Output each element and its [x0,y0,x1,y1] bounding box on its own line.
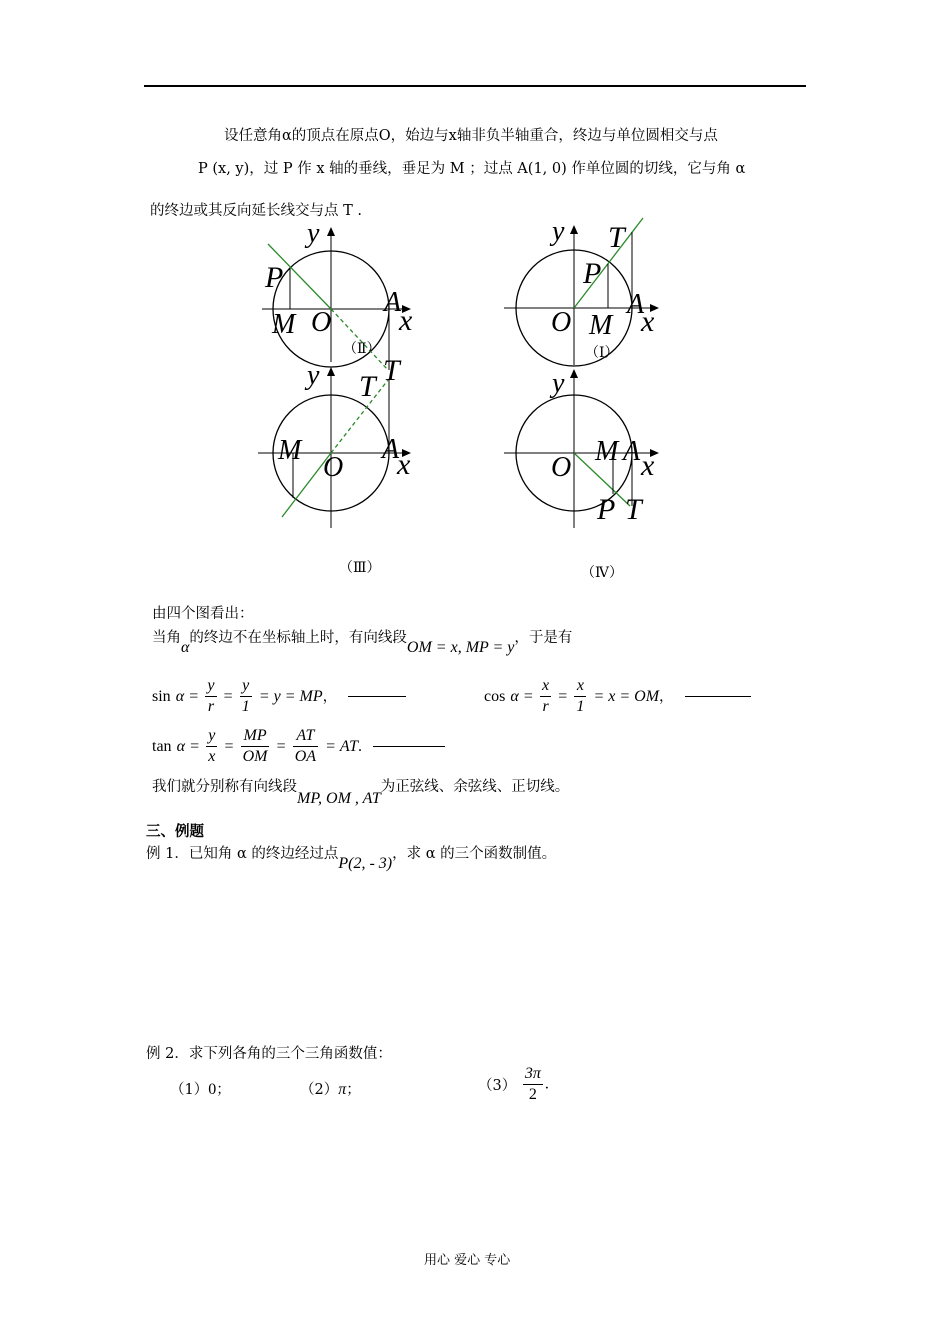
label-O: O [323,452,344,483]
tan-name: tan [152,738,172,755]
reverse-extension [331,309,388,370]
alpha-symbol: α [181,639,190,656]
denominator: x [208,748,216,765]
denominator: 1 [241,698,250,715]
label-T: T [608,221,625,254]
naming-prefix: 我们就分别称有向线段 [152,779,297,795]
numerator: x [574,676,586,697]
label-A: A [627,289,645,320]
figure-III [258,360,411,576]
label-A: A [623,436,641,467]
item-label: （2） [300,1082,339,1098]
numerator: 3π [523,1064,543,1085]
item-value: π [338,1081,347,1098]
unit-circle-figures [0,0,950,600]
denominator: 2 [528,1086,537,1103]
fraction [540,676,551,717]
segments-equation: OM = x, MP = y [406,639,515,656]
naming-line [152,775,569,807]
cos-tail: = x = OM [593,688,660,705]
caption-I: （Ⅰ） [585,346,619,361]
fraction [241,726,270,767]
example-1-prefix: 例 1．已知角 α 的终边经过点 [146,846,339,862]
analysis-suffix: ，于是有 [514,630,573,646]
item-label: （3） [478,1078,517,1094]
example-1-point: P(2, - 3) [338,855,393,872]
label-y: y [307,360,320,391]
analysis-line [152,626,572,656]
section-title: 三、例题 [146,823,204,840]
label-T: T [625,493,642,526]
example-2-item-2 [300,1078,361,1099]
denominator: OA [294,748,317,765]
label-x: x [641,449,655,482]
label-P: P [265,261,284,294]
comma: ， [322,689,338,705]
answer-blank[interactable] [348,696,406,697]
cos-formula: cos α = $\frac{x}{r}$ = $\frac{x}{1}$ = x = OM， [484,676,751,717]
fraction [205,676,216,717]
label-P: P [583,257,602,290]
label-M: M [278,435,302,466]
caption-IV: （Ⅳ） [581,566,623,581]
item-sep: ； [346,1082,361,1098]
figure-II [262,218,413,387]
example-2-item-3 [478,1064,549,1105]
label-y: y [552,368,565,399]
label-x: x [641,305,655,338]
label-M: M [272,309,296,340]
tan-formula: tan α = $\frac{y}{x}$ = $\frac{MP}{OM}$ = $\frac{AT}{OA}$ = AT. [152,726,445,767]
label-O: O [551,307,572,338]
alpha-symbol: α [175,688,185,705]
label-O: O [311,307,332,338]
label-T: T [383,354,400,387]
label-M: M [595,436,619,467]
period: . [544,1075,549,1093]
label-y: y [552,216,565,247]
tan-tail: = AT [325,738,358,755]
numerator: y [206,726,217,747]
numerator: y [205,676,216,697]
sin-tail: = y = MP [258,688,323,705]
sin-formula: sin α = $\frac{y}{r}$ = $\frac{y}{1}$ = y = MP， [152,676,406,717]
fraction [206,726,217,767]
alpha-symbol: α [176,738,186,755]
naming-suffix: 为正弦线、余弦线、正切线。 [380,779,570,795]
caption-II: （Ⅱ） [343,342,381,357]
caption-III: （Ⅲ） [339,561,381,576]
item-sep: ； [216,1082,231,1098]
cos-name: cos [484,688,506,705]
label-x: x [399,304,413,337]
analysis-mid: 的终边不在坐标轴上时，有向线段 [189,630,407,646]
label-T: T [359,370,376,403]
label-A: A [384,287,402,318]
label-A: A [382,434,400,465]
denominator: OM [242,748,268,765]
answer-blank[interactable] [373,746,445,747]
naming-segments: MP, OM , AT [297,790,381,807]
analysis-prefix: 当角 [152,630,181,646]
denominator: r [542,698,549,715]
intro-line-1: 设任意角α的顶点在原点O，始边与x轴非负半轴重合，终边与单位圆相交与点 [224,128,718,144]
comma: ， [659,689,674,705]
period: . [358,738,362,755]
numerator: x [540,676,551,697]
numerator: AT [293,726,318,747]
example-2-title: 例 2．求下列各角的三个三角函数值： [146,1046,392,1062]
footer-text: 用心 爱心 专心 [424,1253,511,1268]
numerator: y [240,676,252,697]
item-label: （1） [170,1082,209,1098]
fraction [574,676,586,717]
item-value: 0 [208,1081,217,1098]
intro-line-2: P (x, y)，过 P 作 x 轴的垂线，垂足为 M ；过点 A(1, 0) 作单位圆的切线，它与角 α [198,161,746,177]
figure-IV [504,368,658,581]
numerator: MP [241,726,270,747]
example-1 [146,842,556,874]
label-y: y [307,218,320,249]
alpha-symbol: α [510,688,519,705]
sin-name: sin [152,688,171,705]
fraction [240,676,252,717]
label-O: O [551,452,572,483]
example-1-suffix: ，求 α 的三个函数制值。 [392,846,557,862]
example-2-item-1 [170,1078,231,1099]
figure-I [504,216,658,366]
fraction [523,1064,543,1105]
analysis-lead: 由四个图看出： [152,606,254,622]
label-M: M [589,310,613,341]
fraction [293,726,318,767]
answer-blank[interactable] [685,696,751,697]
label-P: P [597,493,616,526]
intro-line-3: 的终边或其反向延长线交与点 T . [150,203,362,219]
denominator: r [207,698,215,715]
label-x: x [397,448,411,481]
denominator: 1 [576,698,585,715]
